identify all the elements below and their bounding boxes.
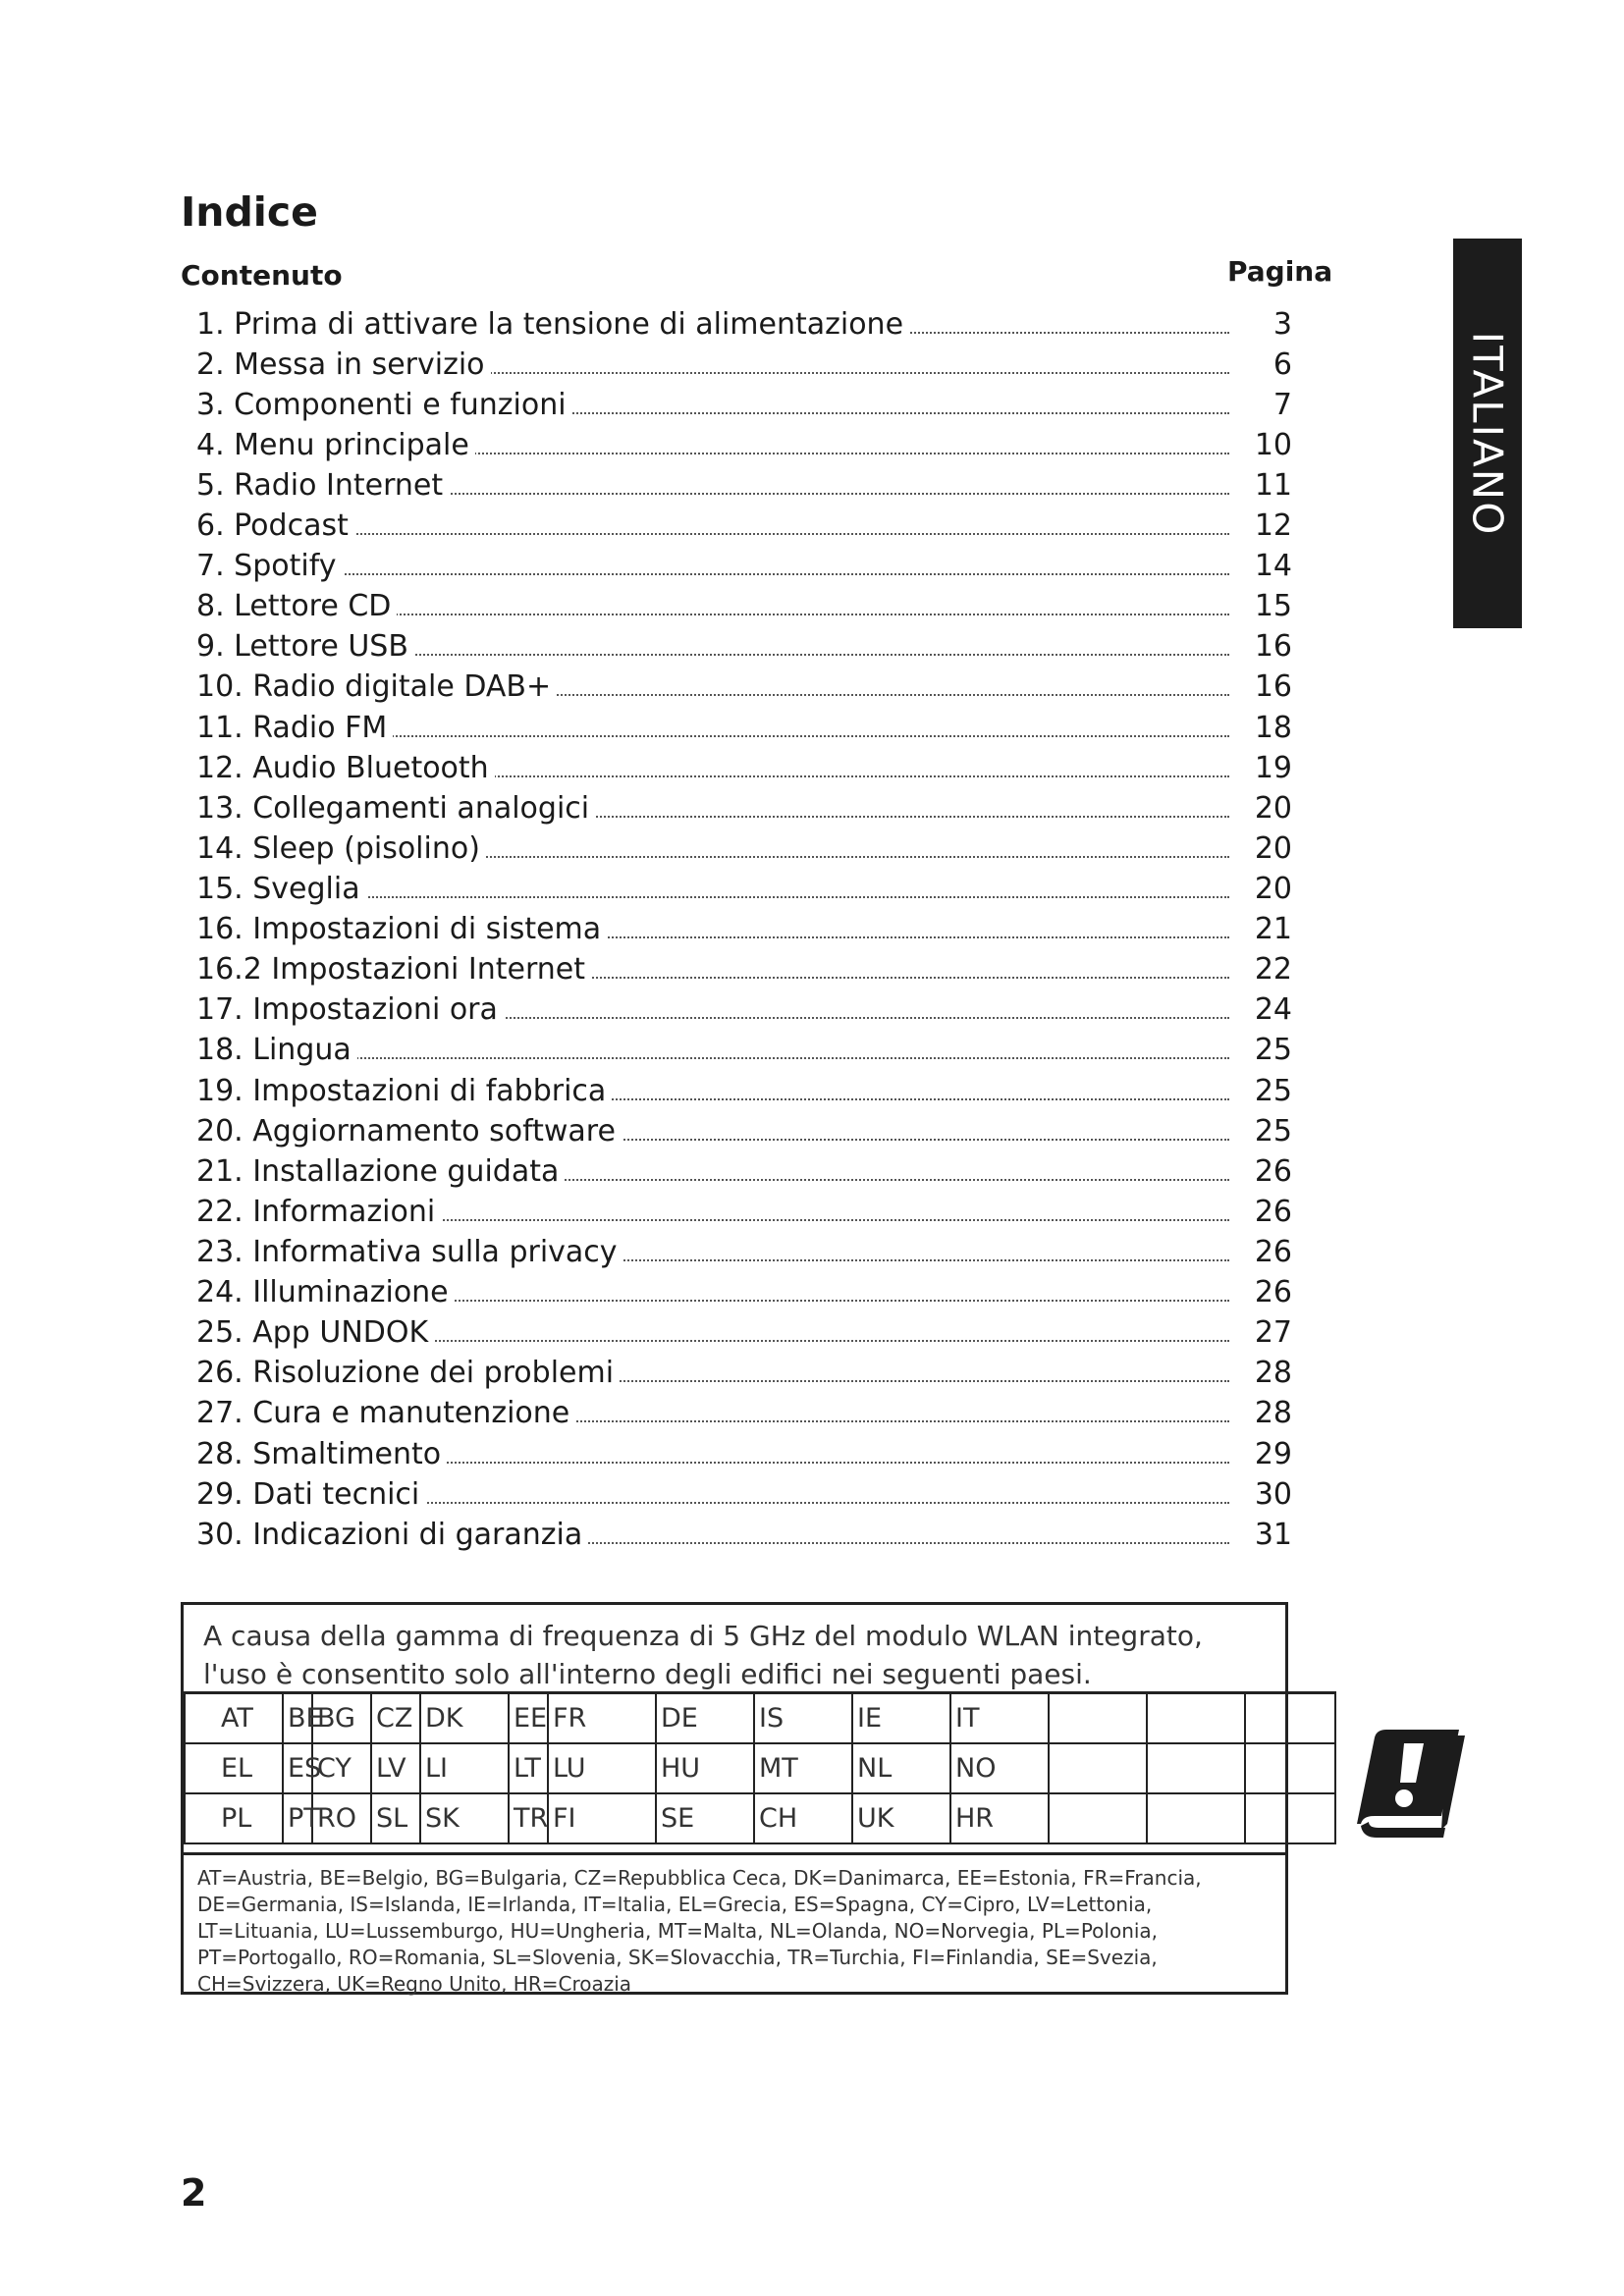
manual-warning-icon [1335, 1708, 1473, 1845]
toc-entry-label: 28. Smaltimento [196, 1434, 447, 1474]
toc-entry-page: 24 [1254, 992, 1292, 1027]
toc-entry-label: 10. Radio digitale DAB+ [196, 667, 557, 707]
toc-entry-page: 11 [1254, 468, 1292, 503]
toc-entry [0, 465, 1624, 506]
toc-entry-page: 16 [1254, 629, 1292, 664]
language-tab-label: ITALIANO [1463, 331, 1512, 536]
country-code: NL [852, 1743, 950, 1793]
toc-entry-label: 26. Risoluzione dei problemi [196, 1353, 620, 1393]
toc-entry-label: 1. Prima di attivare la tensione di alimentazione [196, 304, 909, 345]
wlan-notice-text: A causa della gamma di frequenza di 5 GHz del modulo WLAN integrato, l'uso è consentito solo all'interno degli edifici nei seguenti paesi. [203, 1620, 1203, 1690]
country-code: HU [656, 1743, 754, 1793]
toc-leader-dots [196, 573, 1229, 575]
toc-entry-label: 5. Radio Internet [196, 465, 449, 506]
country-code: IE [852, 1693, 950, 1744]
country-code: CH [754, 1793, 852, 1843]
toc-entry [0, 949, 1624, 989]
toc-entry-label: 20. Aggiornamento software [196, 1111, 622, 1151]
country-grid [184, 1691, 1336, 1844]
country-code: UK [852, 1793, 950, 1843]
empty-cell [1049, 1743, 1147, 1793]
country-code: PT [283, 1793, 312, 1843]
toc-entry-label: 16.2 Impostazioni Internet [196, 949, 591, 989]
toc-entry-page: 26 [1254, 1195, 1292, 1229]
toc-entry-page: 26 [1254, 1235, 1292, 1269]
toc-entry [0, 506, 1624, 546]
toc-entry-page: 27 [1254, 1315, 1292, 1350]
country-code: NO [950, 1743, 1049, 1793]
toc-entry-label: 22. Informazioni [196, 1192, 441, 1232]
toc-entry-label: 7. Spotify [196, 546, 343, 586]
toc-entry-label: 17. Impostazioni ora [196, 989, 504, 1030]
toc-entry-page: 7 [1272, 388, 1292, 422]
country-code: SK [420, 1793, 509, 1843]
country-code: LU [548, 1743, 656, 1793]
country-code: EL [185, 1743, 283, 1793]
empty-cell [1147, 1693, 1245, 1744]
toc-entry-label: 25. App UNDOK [196, 1312, 434, 1353]
toc-entry [0, 1474, 1624, 1515]
country-legend: AT=Austria, BE=Belgio, BG=Bulgaria, CZ=Repubblica Ceca, DK=Danimarca, EE=Estonia, FR=Francia, DE=Germania, IS=Islanda, IE=Irlanda, IT=Italia, EL=Grecia, ES=Spagna, CY=Cipro, LV=Lettonia, LT=Lituania, LU=Lussemburgo, HU=Ungheria, MT=Malta, NL=Olanda, NO=Norvegia, PL=Polonia, PT=Portogallo, RO=Romania, SL=Slovenia, SK=Slovacchia, TR=Turchia, FI=Finlandia, SE=Svezia, CH=Svizzera, UK=Regno Unito, HR=Croazia [184, 1852, 1285, 1992]
toc-entry-page: 29 [1254, 1437, 1292, 1471]
toc-entry-page: 25 [1254, 1033, 1292, 1067]
toc-entry-page: 20 [1254, 831, 1292, 866]
empty-cell [1245, 1693, 1335, 1744]
empty-cell [1147, 1743, 1245, 1793]
toc-entry-label: 3. Componenti e funzioni [196, 385, 572, 425]
toc-entry [0, 1272, 1624, 1312]
country-row [185, 1793, 1335, 1843]
toc-entry [0, 1515, 1624, 1555]
country-row [185, 1693, 1335, 1744]
country-code: EE [509, 1693, 548, 1744]
toc-entry [0, 1151, 1624, 1192]
toc-entry-label: 4. Menu principale [196, 425, 475, 465]
toc-entry-page: 10 [1254, 428, 1292, 462]
toc-entry-label: 16. Impostazioni di sistema [196, 909, 607, 949]
toc-entry-page: 19 [1254, 751, 1292, 785]
toc-entry [0, 788, 1624, 828]
toc-entry [0, 385, 1624, 425]
toc-entry [0, 586, 1624, 626]
toc-entry [0, 708, 1624, 748]
toc-entry-page: 16 [1254, 669, 1292, 704]
toc-entry-label: 6. Podcast [196, 506, 354, 546]
toc-entry [0, 828, 1624, 869]
country-code: IT [950, 1693, 1049, 1744]
toc-entry-label: 24. Illuminazione [196, 1272, 455, 1312]
toc-entry-label: 30. Indicazioni di garanzia [196, 1515, 588, 1555]
country-code: RO [312, 1793, 371, 1843]
country-code: IS [754, 1693, 852, 1744]
toc-entry-label: 9. Lettore USB [196, 626, 414, 667]
toc-entry [0, 546, 1624, 586]
toc-entry [0, 909, 1624, 949]
toc-entry [0, 869, 1624, 909]
country-code: HR [950, 1793, 1049, 1843]
toc-entry-label: 29. Dati tecnici [196, 1474, 425, 1515]
toc-entry-page: 20 [1254, 872, 1292, 906]
country-code: FR [548, 1693, 656, 1744]
country-code: DE [656, 1693, 754, 1744]
toc-entry [0, 989, 1624, 1030]
country-code: BG [312, 1693, 371, 1744]
toc-entry-label: 12. Audio Bluetooth [196, 748, 495, 788]
country-code: TR [509, 1793, 548, 1843]
toc-entry-page: 25 [1254, 1074, 1292, 1108]
toc-entry [0, 748, 1624, 788]
toc-entry-label: 18. Lingua [196, 1030, 357, 1070]
toc-entry [0, 1393, 1624, 1433]
toc-entry-label: 2. Messa in servizio [196, 345, 491, 385]
toc-entry-page: 18 [1254, 711, 1292, 745]
toc-entry [0, 1312, 1624, 1353]
toc-entry-label: 8. Lettore CD [196, 586, 397, 626]
toc-entry-label: 27. Cura e manutenzione [196, 1393, 575, 1433]
toc-entry-page: 28 [1254, 1396, 1292, 1430]
toc-entry [0, 1030, 1624, 1070]
country-code: AT [185, 1693, 283, 1744]
country-row [185, 1743, 1335, 1793]
page-number: 2 [181, 2171, 207, 2215]
country-code: MT [754, 1743, 852, 1793]
toc-entry-page: 3 [1272, 307, 1292, 342]
toc-entry-page: 26 [1254, 1275, 1292, 1309]
toc-entry-page: 26 [1254, 1154, 1292, 1189]
content-header: Contenuto [181, 259, 343, 292]
toc-entry-page: 21 [1254, 912, 1292, 946]
empty-cell [1049, 1693, 1147, 1744]
country-code: DK [420, 1693, 509, 1744]
toc-entry-page: 31 [1254, 1518, 1292, 1552]
toc-entry [0, 345, 1624, 385]
toc-entry [0, 425, 1624, 465]
country-code: LT [509, 1743, 548, 1793]
toc-entry-page: 28 [1254, 1356, 1292, 1390]
toc-entry-page: 30 [1254, 1477, 1292, 1512]
country-code: FI [548, 1793, 656, 1843]
toc-entry [0, 1192, 1624, 1232]
toc-entry-label: 15. Sveglia [196, 869, 366, 909]
page-header: Pagina [1227, 255, 1333, 288]
country-code: SL [371, 1793, 420, 1843]
country-code: CY [312, 1743, 371, 1793]
toc-entry-label: 21. Installazione guidata [196, 1151, 565, 1192]
toc-entry-label: 19. Impostazioni di fabbrica [196, 1071, 612, 1111]
wlan-notice-box [181, 1602, 1288, 1995]
toc-entry-page: 12 [1254, 508, 1292, 543]
country-code: ES [283, 1743, 312, 1793]
toc-entry-label: 14. Sleep (pisolino) [196, 828, 486, 869]
toc-entry-label: 23. Informativa sulla privacy [196, 1232, 623, 1272]
empty-cell [1245, 1793, 1335, 1843]
country-code: BE [283, 1693, 312, 1744]
country-code: LV [371, 1743, 420, 1793]
toc-entry-label: 11. Radio FM [196, 708, 393, 748]
toc-entry-page: 25 [1254, 1114, 1292, 1148]
toc-entry [0, 1071, 1624, 1111]
toc-entry [0, 1111, 1624, 1151]
page-title: Indice [181, 188, 318, 236]
toc-entry [0, 304, 1624, 345]
toc-entry [0, 1353, 1624, 1393]
toc-entry-page: 15 [1254, 589, 1292, 623]
toc-entry-page: 14 [1254, 549, 1292, 583]
toc-entry [0, 667, 1624, 707]
empty-cell [1049, 1793, 1147, 1843]
country-code: CZ [371, 1693, 420, 1744]
country-code: PL [185, 1793, 283, 1843]
toc-entry [0, 626, 1624, 667]
toc-entry [0, 1434, 1624, 1474]
toc-entry [0, 1232, 1624, 1272]
toc-entry-page: 20 [1254, 791, 1292, 826]
country-code: LI [420, 1743, 509, 1793]
toc-entry-page: 22 [1254, 952, 1292, 987]
country-code: SE [656, 1793, 754, 1843]
empty-cell [1245, 1743, 1335, 1793]
empty-cell [1147, 1793, 1245, 1843]
toc-entry-page: 6 [1272, 347, 1292, 382]
toc-entry-label: 13. Collegamenti analogici [196, 788, 595, 828]
